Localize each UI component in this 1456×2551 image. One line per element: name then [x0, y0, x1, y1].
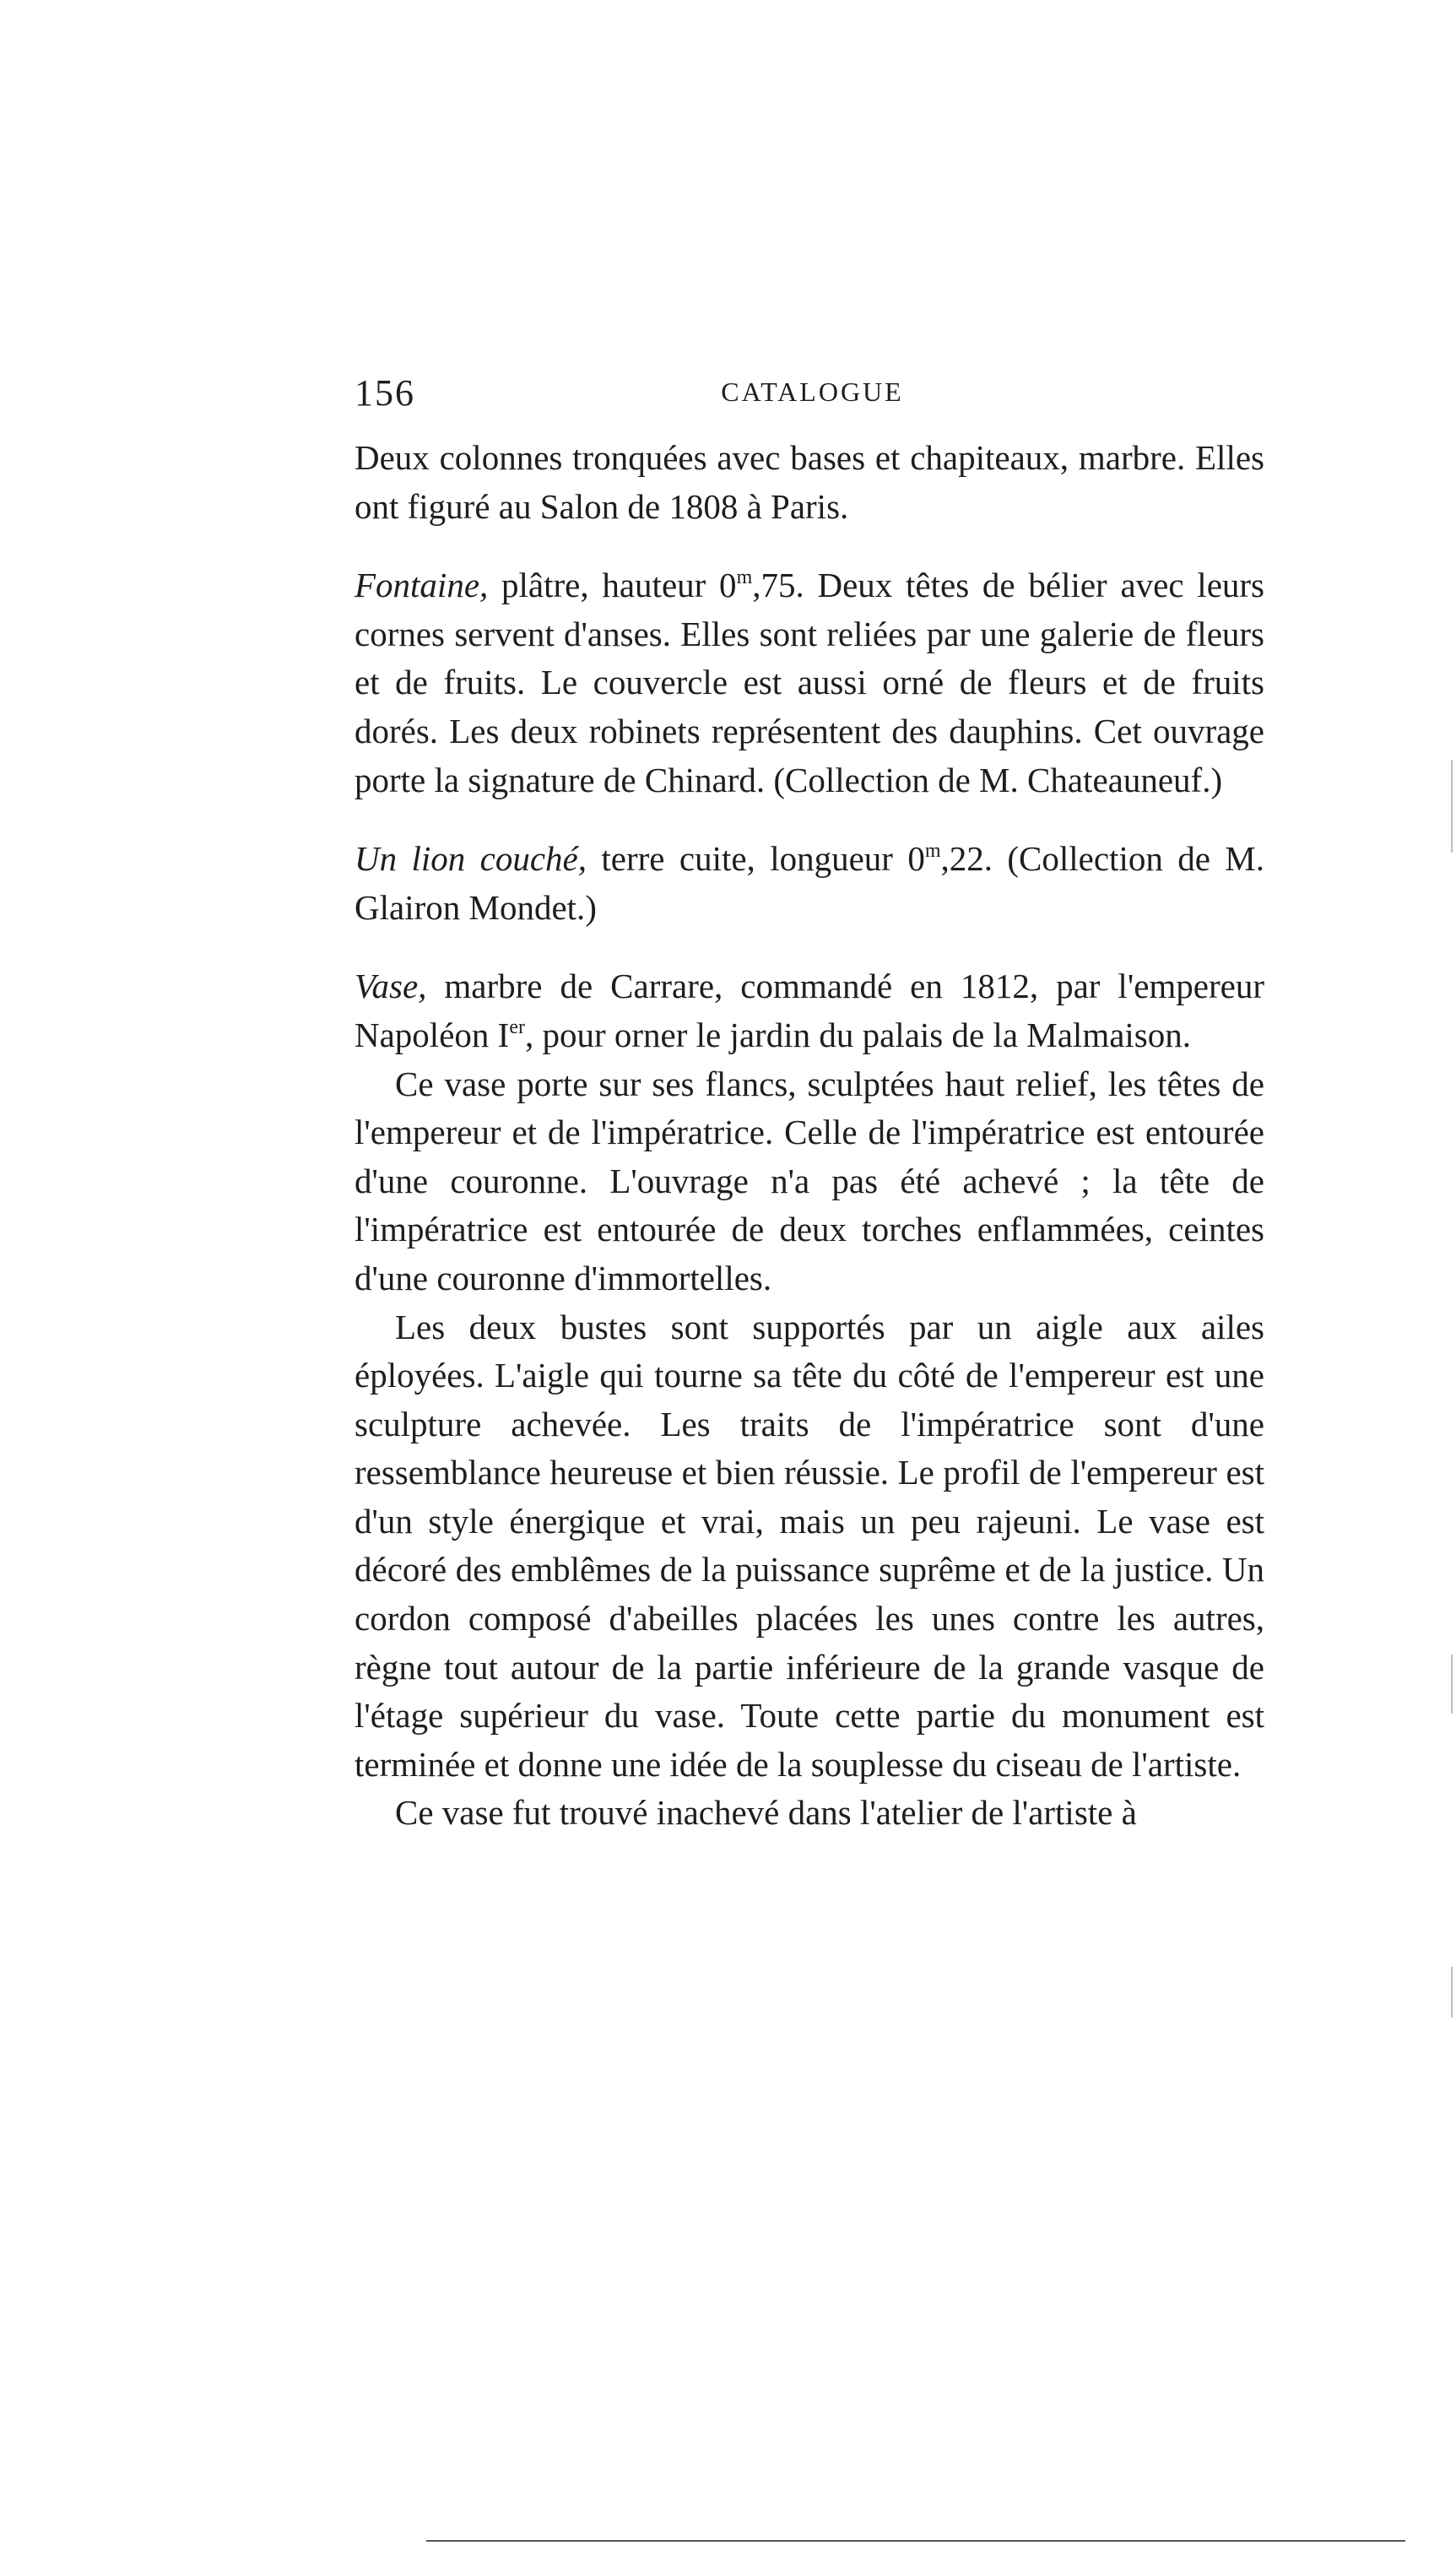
entry-title: Fontaine,	[355, 566, 489, 605]
running-title: CATALOGUE	[721, 376, 904, 407]
unit-superscript: m	[736, 566, 753, 589]
entry-text: ,22. (Collection de M. Glairon Mondet.)	[355, 839, 1265, 927]
entry-text: ,75. Deux têtes de bélier avec leurs cornes servent d'anses. Elles sont reliées par une galerie de fleurs et de fruits. Le couvercle est aussi orné de fleurs et de fruits dorés. Les deux robinets représentent des dauphins. Cet ouvrage porte la signature de Chinard. (Collection de M. Chateauneuf.)	[355, 566, 1264, 799]
entry-text: marbre de Carrare, commandé en 1812, par l'empereur Napoléon I	[355, 967, 1264, 1054]
vase-description-2: Les deux bustes sont supportés par un aigle aux ailes éployées. L'aigle qui tourne sa tête du côté de l'empereur est une sculpture achevée. Les traits de l'impératrice sont d'une ressemblance heureuse et bien réussie. Le profil de l'empereur est d'un style énergique et vrai, mais un peu rajeuni. Le vase est décoré des emblêmes de la puissance suprême et de la justice. Un cordon composé d'abeilles placées les unes contre les autres, règne tout autour de la partie inférieure de la grande vasque de l'étage supérieur du vase. Toute cette partie du monument est terminée et donne une idée de la souplesse du ciseau de l'artiste.	[355, 1307, 1264, 1784]
unit-superscript: m	[924, 840, 941, 863]
vase-description-1: Ce vase porte sur ses flancs, sculptées haut relief, les têtes de l'empereur et de l'impératrice. Celle de l'impératrice est entourée d'une couronne. L'ouvrage n'a pas été achevé ; la tête de l'impératrice est entourée de deux torches enflammées, ceintes d'une couronne d'immortelles.	[355, 1064, 1264, 1297]
entry-columns	[355, 434, 1264, 531]
scan-edge-mark	[1451, 760, 1453, 853]
bottom-scan-rule	[426, 2540, 1405, 2542]
entry-vase	[355, 962, 1264, 1059]
entry-title: Vase,	[355, 967, 427, 1006]
entry-text: terre cuite, longueur 0	[587, 839, 925, 879]
entry-text: Deux colonnes tronquées avec bases et chapiteaux, marbre. Elles ont figuré au Salon de 1808 à Paris.	[355, 438, 1264, 526]
scan-edge-mark	[1451, 1967, 1453, 2018]
entry-fontaine	[355, 561, 1264, 804]
catalogue-text	[355, 434, 1264, 1838]
entry-text: plâtre, hauteur 0	[488, 566, 737, 605]
entry-text: , pour orner le jardin du palais de la Malmaison.	[524, 1015, 1191, 1054]
entry-title: Un lion couché,	[355, 839, 587, 879]
ordinal-superscript: er	[509, 1016, 525, 1038]
vase-description-3: Ce vase fut trouvé inachevé dans l'atelier de l'artiste à	[395, 1793, 1137, 1833]
scan-edge-mark	[1451, 1655, 1453, 1714]
entry-lion	[355, 835, 1264, 932]
page-number: 156	[355, 372, 415, 414]
